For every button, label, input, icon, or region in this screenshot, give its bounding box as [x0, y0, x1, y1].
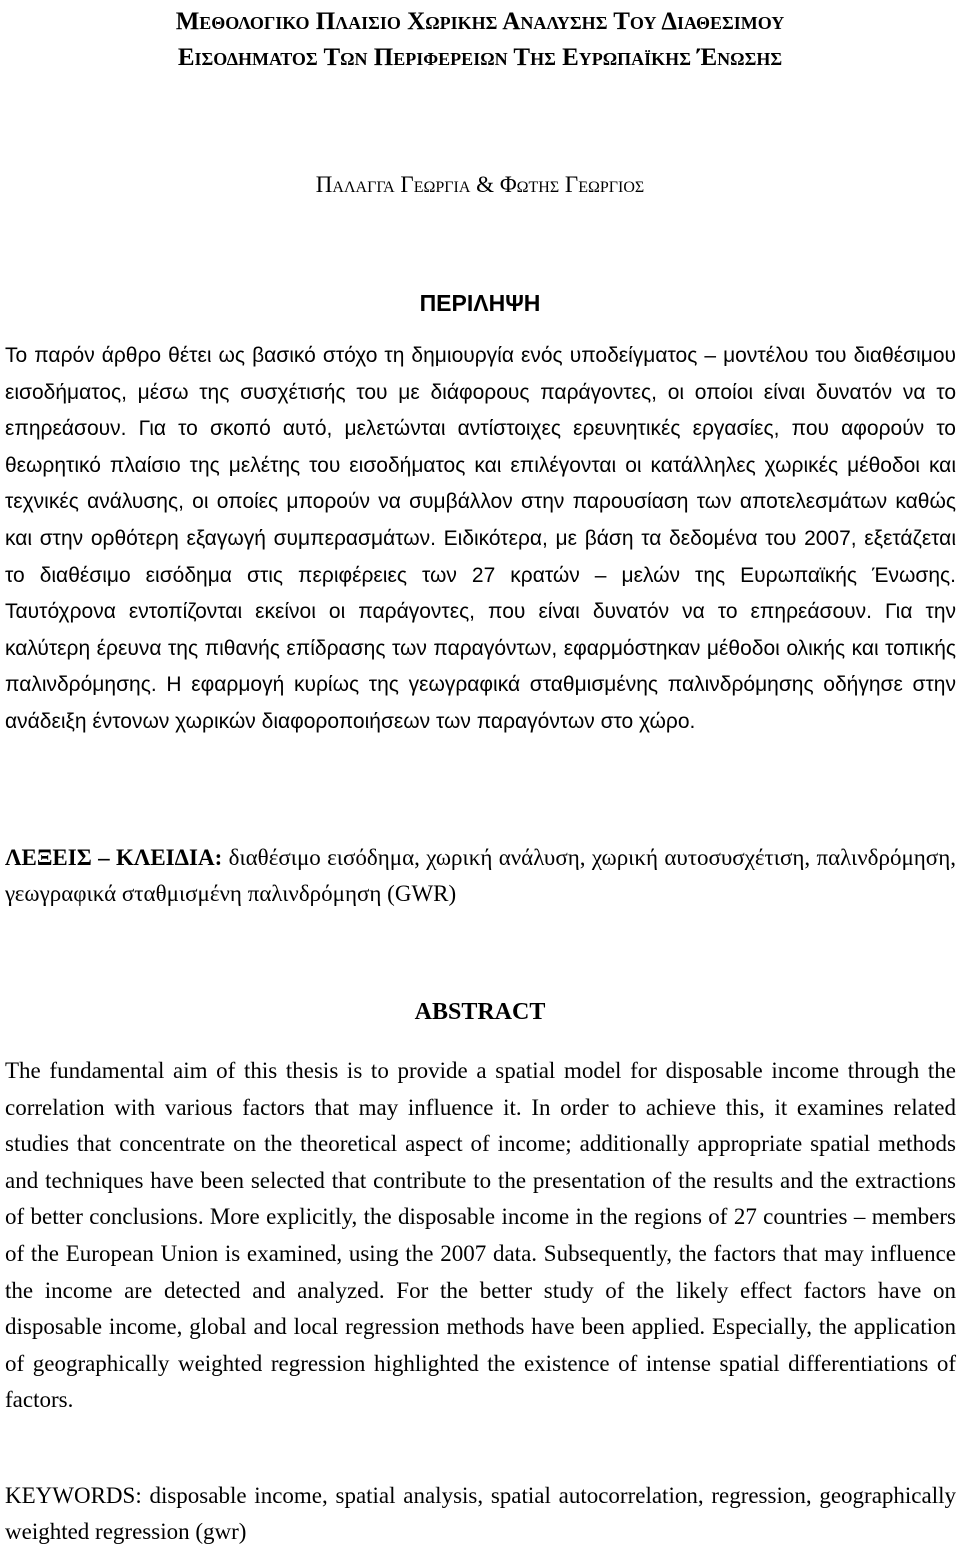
- greek-abstract-body: Το παρόν άρθρο θέτει ως βασικό στόχο τη δημιουργία ενός υποδείγματος – μοντέλου του διαθέσιμου εισοδήματος, μέσω της συσχέτισής του με διάφορους παράγοντες, οι οποίοι είναι δυνατόν να το επηρεάσουν. Για το σκοπό αυτό, μελετώνται αντίστοιχες ερευνητικές εργασίες, που αφορούν το θεωρητικό πλαίσιο της μελέτης του εισοδήματος και επιλέγονται οι κατάλληλες χωρικές μέθοδοι και τεχνικές ανάλυσης, οι οποίες μπορούν να συμβάλλον στην παρουσίαση των αποτελεσμάτων καθώς και στην ορθότερη εξαγωγή συμπερασμάτων. Ειδικότερα, με βάση τα δεδομένα του 2007, εξετάζεται το διαθέσιμο εισόδημα στις περιφέρειες των 27 κρατών – μελών της Ευρωπαϊκής Ένωσης. Ταυτόχρονα εντοπίζονται εκείνοι οι παράγοντες, που είναι δυνατόν να το επηρεάσουν. Για την καλύτερη έρευνα της πιθανής επίδρασης των παραγόντων, εφαρμόστηκαν μέθοδοι ολικής και τοπικής παλινδρόμησης. Η εφαρμογή κυρίως της γεωγραφικά σταθμισμένης παλινδρόμησης οδήγησε στην ανάδειξη έντονων χωρικών διαφοροποιήσεων των παραγόντων στο χώρο.: [5, 344, 956, 733]
- english-keywords-text: disposable income, spatial analysis, spatial autocorrelation, regression, geographically weighted regression (gwr): [5, 1483, 956, 1544]
- english-keywords: [5, 1478, 956, 1550]
- paper-title-line1: Μεθολογικο Πλαισιο Χωρικης Αναλυσης Του Διαθεσιμου: [175, 8, 785, 35]
- paper-title: [0, 4, 960, 76]
- greek-keywords-text: διαθέσιμο εισόδημα, χωρική ανάλυση, χωρική αυτοσυσχέτιση, παλινδρόμηση, γεωγραφικά σταθμισμένη παλινδρόμηση (GWR): [5, 845, 956, 906]
- greek-keywords-label: ΛΕΞΕΙΣ – ΚΛΕΙΔΙΑ:: [5, 845, 223, 870]
- english-abstract-heading: ABSTRACT: [414, 999, 546, 1025]
- authors: Παλαγγα Γεωργια & Φωτης Γεωργιος: [315, 172, 645, 197]
- english-abstract-body: The fundamental aim of this thesis is to provide a spatial model for disposable income through the correlation with various factors that may influence it. In order to achieve this, it examines related studies that concentrate on the theoretical aspect of income; additionally appropriate spatial methods and techniques have been selected that contribute to the presentation of the results and the extractions of better conclusions. More explicitly, the disposable income in the regions of 27 countries – members of the European Union is examined, using the 2007 data. Subsequently, the factors that may influence the income are detected and analyzed. For the better study of the likely effect factors have on disposable income, global and local regression methods have been applied. Especially, the application of geographically weighted regression highlighted the existence of intense spatial differentiations of factors.: [5, 1058, 956, 1413]
- english-keywords-label: KEYWORDS:: [5, 1483, 142, 1508]
- greek-abstract-heading: ΠΕΡΙΛΗΨΗ: [419, 290, 541, 316]
- greek-keywords: [5, 840, 956, 912]
- paper-title-line2: Εισοδηματος Των Περιφερειων Της Ευρωπαϊκης Ένωσης: [177, 44, 783, 71]
